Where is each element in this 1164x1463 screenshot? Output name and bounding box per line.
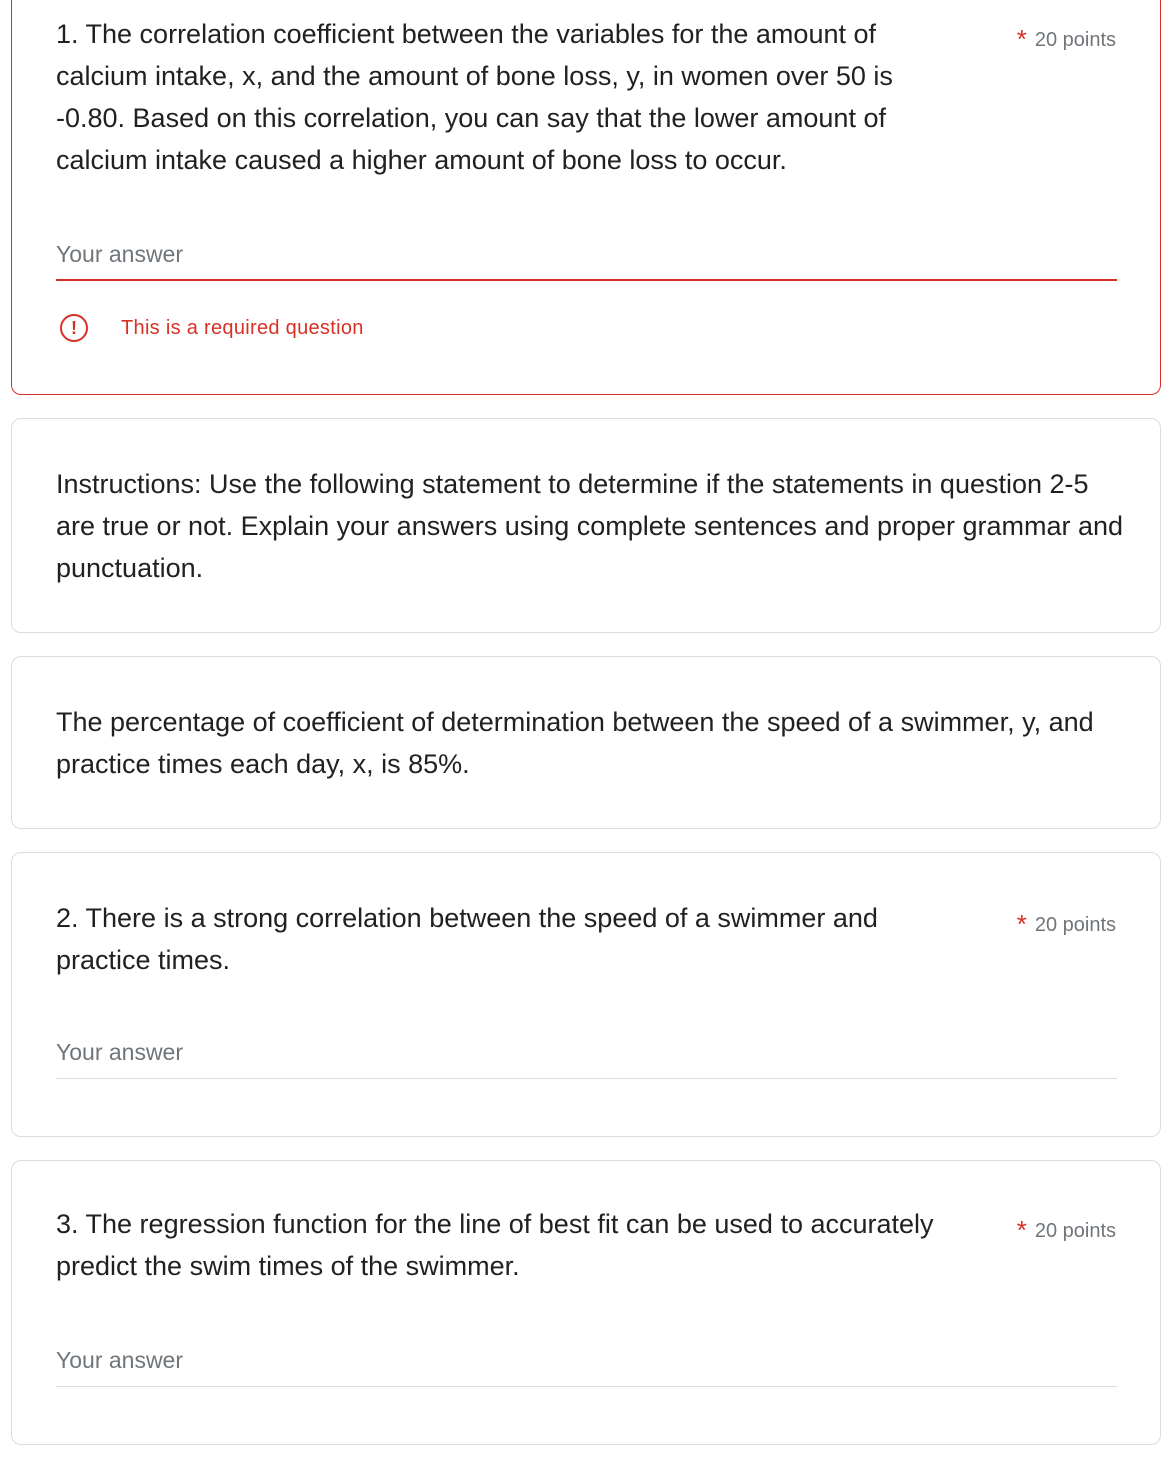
question-3-answer-input[interactable]: [56, 1347, 1117, 1387]
question-2-points: [1017, 907, 1116, 938]
question-2-answer-input[interactable]: [56, 1039, 1117, 1079]
question-1-points: [1017, 22, 1116, 53]
statement-card: [11, 656, 1161, 829]
required-asterisk: *: [1016, 1215, 1027, 1245]
question-card-3: [11, 1160, 1161, 1445]
question-3-text: 3. The regression function for the line of best fit can be used to accurately predict the swim times of the swimmer.: [56, 1209, 934, 1281]
question-2-text: 2. There is a strong correlation between the speed of a swimmer and practice times.: [56, 903, 878, 975]
points-label: 20 points: [1034, 914, 1116, 936]
points-label: 20 points: [1034, 1220, 1116, 1242]
error-message: This is a required question: [121, 316, 364, 339]
error-icon: !: [60, 314, 88, 342]
instructions-card: [11, 418, 1161, 633]
statement-text: The percentage of coefficient of determination between the speed of a swimmer, y, and practice times each day, x, is 85%.: [56, 707, 1094, 779]
required-asterisk: *: [1016, 909, 1027, 939]
question-1-text: 1. The correlation coefficient between the variables for the amount of calcium intake, x, and the amount of bone loss, y, in women over 50 is -0.80. Based on this correlation, you can say that the lower amount of calcium intake caused a higher amount of bone loss to occur.: [56, 19, 893, 175]
question-card-1: [11, 0, 1161, 395]
instructions-text: Instructions: Use the following statement to determine if the statements in question 2-5 are true or not. Explain your answers using complete sentences and proper grammar and punctuation.: [56, 469, 1124, 583]
required-error: [60, 314, 364, 342]
question-1-answer-input[interactable]: [56, 241, 1117, 281]
question-card-2: [11, 852, 1161, 1137]
question-3-points: [1017, 1213, 1116, 1244]
required-asterisk: *: [1016, 24, 1027, 54]
points-label: 20 points: [1034, 29, 1116, 51]
